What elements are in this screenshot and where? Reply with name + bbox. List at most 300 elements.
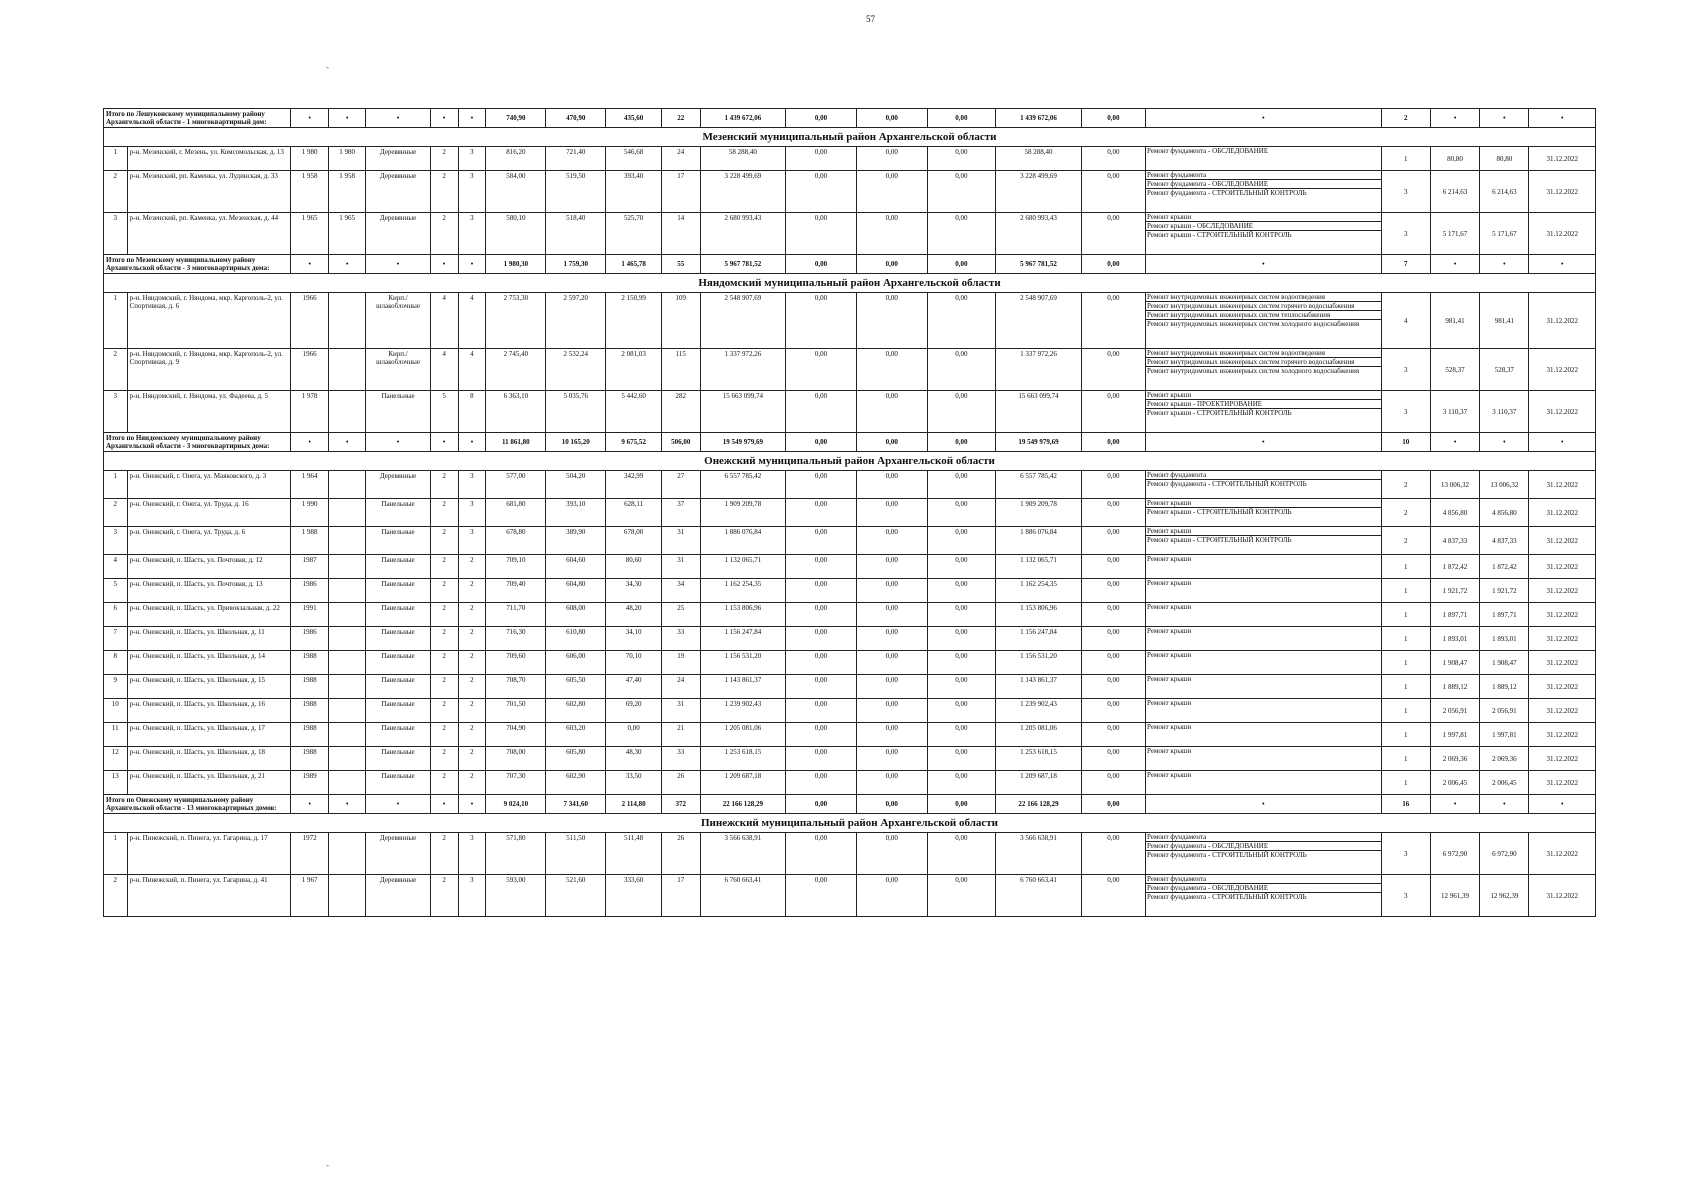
house-value: Кирп./ шлакоблочные xyxy=(366,293,430,349)
total-value: • xyxy=(328,109,365,128)
house-value: 3 xyxy=(458,833,486,875)
house-row xyxy=(104,747,1596,771)
district-heading: Онежский муниципальный район Архангельской области xyxy=(104,452,1596,471)
house-value: 0,00 xyxy=(786,171,857,213)
total-value: 2 114,80 xyxy=(606,795,662,814)
unit-cost: 2 056,91 xyxy=(1430,699,1479,723)
house-value: 26 xyxy=(661,771,700,795)
house-value: 1 886 076,84 xyxy=(700,527,786,555)
total-value: • xyxy=(291,433,328,452)
house-value: 2 xyxy=(430,723,458,747)
unit-cost-limit: 1 889,12 xyxy=(1480,675,1529,699)
work-type: Ремонт крыши xyxy=(1147,603,1192,611)
works-cell xyxy=(1146,293,1382,349)
total-value: • xyxy=(366,433,430,452)
house-value: 0,00 xyxy=(1081,293,1145,349)
house-value: 2 753,30 xyxy=(486,293,546,349)
total-value: 506,00 xyxy=(661,433,700,452)
house-value: 0,00 xyxy=(927,499,996,527)
total-value: 0,00 xyxy=(786,255,857,274)
house-address: р-н. Мезенский, рп. Каменка, ул. Мезенская, д. 44 xyxy=(127,213,291,255)
house-value: 2 xyxy=(458,675,486,699)
total-value: • xyxy=(458,433,486,452)
house-value: 393,40 xyxy=(606,171,662,213)
total-value: 55 xyxy=(661,255,700,274)
total-value: 1 465,78 xyxy=(606,255,662,274)
house-value: 2 xyxy=(430,747,458,771)
completion-date: 31.12.2022 xyxy=(1529,651,1596,675)
house-value: 5 xyxy=(430,391,458,433)
total-value: 0,00 xyxy=(1081,109,1145,128)
house-value: 716,30 xyxy=(486,627,546,651)
house-value: 2 xyxy=(430,627,458,651)
house-value: 546,68 xyxy=(606,147,662,171)
house-value: 0,00 xyxy=(1081,603,1145,627)
house-value: 0,00 xyxy=(856,213,927,255)
house-value: 14 xyxy=(661,213,700,255)
house-value: 0,00 xyxy=(856,747,927,771)
work-type: Ремонт внутридомовых инженерных систем холодного водоснабжения xyxy=(1147,320,1360,328)
house-value: Деревянные xyxy=(366,213,430,255)
house-value: 2 xyxy=(458,747,486,771)
house-value: 504,20 xyxy=(546,471,606,499)
house-row xyxy=(104,349,1596,391)
total-value: • xyxy=(458,255,486,274)
work-type: Ремонт фундамента xyxy=(1146,833,1381,842)
works-cell xyxy=(1146,603,1382,627)
house-value: 4 xyxy=(430,349,458,391)
house-address: р-н. Онежский, г. Онега, ул. Маяковского, д. 3 xyxy=(127,471,291,499)
house-value: 2 xyxy=(458,723,486,747)
district-total-row xyxy=(104,255,1596,274)
total-works: • xyxy=(1146,255,1382,274)
table-body xyxy=(104,109,1596,917)
total-value: 0,00 xyxy=(786,109,857,128)
total-value: 0,00 xyxy=(856,109,927,128)
total-value: 22 166 128,29 xyxy=(996,795,1082,814)
house-value: 704,90 xyxy=(486,723,546,747)
house-value: Панельные xyxy=(366,499,430,527)
house-value: 0,00 xyxy=(786,651,857,675)
house-value: 0,00 xyxy=(786,555,857,579)
house-value: Панельные xyxy=(366,579,430,603)
district-total-row xyxy=(104,109,1596,128)
house-value: 3 566 638,91 xyxy=(996,833,1082,875)
work-type: Ремонт крыши - СТРОИТЕЛЬНЫЙ КОНТРОЛЬ xyxy=(1147,231,1292,239)
work-type: Ремонт крыши - ОБСЛЕДОВАНИЕ xyxy=(1146,222,1381,231)
house-value: 1 162 254,35 xyxy=(996,579,1082,603)
completion-date: 31.12.2022 xyxy=(1529,555,1596,579)
house-value: 34 xyxy=(661,579,700,603)
work-type: Ремонт крыши xyxy=(1147,651,1192,659)
house-value: 0,00 xyxy=(1081,471,1145,499)
house-value: 2 xyxy=(430,875,458,917)
house-value: 0,00 xyxy=(786,579,857,603)
house-value: 602,80 xyxy=(546,699,606,723)
total-value: 0,00 xyxy=(927,255,996,274)
works-cell xyxy=(1146,391,1382,433)
house-value: 525,70 xyxy=(606,213,662,255)
house-value: 0,00 xyxy=(927,771,996,795)
house-value: 3 228 499,69 xyxy=(700,171,786,213)
work-type: Ремонт внутридомовых инженерных систем холодного водоснабжения xyxy=(1147,367,1360,375)
house-value: 0,00 xyxy=(1081,147,1145,171)
house-value: 709,10 xyxy=(486,555,546,579)
row-number: 10 xyxy=(104,699,128,723)
work-type: Ремонт крыши xyxy=(1147,771,1192,779)
work-type: Ремонт фундамента xyxy=(1146,471,1381,480)
unit-cost-limit: 6 214,63 xyxy=(1480,171,1529,213)
house-value xyxy=(328,603,365,627)
works-count: 2 xyxy=(1381,471,1430,499)
unit-cost: 6 214,63 xyxy=(1430,171,1479,213)
house-value: 2 xyxy=(458,699,486,723)
house-address: р-н. Онежский, г. Онега, ул. Труда, д. 6 xyxy=(127,527,291,555)
house-value: 15 663 099,74 xyxy=(996,391,1082,433)
house-value: 0,00 xyxy=(786,699,857,723)
house-address: р-н. Онежский, п. Шасть, ул. Привокзальная, д. 22 xyxy=(127,603,291,627)
house-value: 0,00 xyxy=(856,627,927,651)
house-value: Деревянные xyxy=(366,833,430,875)
total-value: 470,90 xyxy=(546,109,606,128)
house-value: 593,00 xyxy=(486,875,546,917)
house-value: 816,20 xyxy=(486,147,546,171)
row-number: 5 xyxy=(104,579,128,603)
unit-cost: 1 872,42 xyxy=(1430,555,1479,579)
house-value: 2 xyxy=(430,527,458,555)
house-value: 0,00 xyxy=(786,147,857,171)
unit-cost: 1 921,72 xyxy=(1430,579,1479,603)
row-number: 3 xyxy=(104,527,128,555)
total-date: • xyxy=(1529,795,1596,814)
work-type: Ремонт внутридомовых инженерных систем водоотведения xyxy=(1146,349,1381,358)
total-value: • xyxy=(430,795,458,814)
district-heading-row xyxy=(104,128,1596,147)
total-value: • xyxy=(291,109,328,128)
row-number: 4 xyxy=(104,555,128,579)
house-value: 33 xyxy=(661,747,700,771)
house-value: 3 xyxy=(458,213,486,255)
scan-mark: - xyxy=(326,1160,329,1170)
works-cell xyxy=(1146,527,1382,555)
house-value: Панельные xyxy=(366,627,430,651)
house-value: 3 xyxy=(458,499,486,527)
house-value: 1988 xyxy=(291,723,328,747)
house-value: Панельные xyxy=(366,651,430,675)
house-row xyxy=(104,293,1596,349)
house-address: р-н. Онежский, п. Шасть, ул. Школьная, д. 18 xyxy=(127,747,291,771)
house-value: 4 xyxy=(458,349,486,391)
house-value: 58 288,40 xyxy=(700,147,786,171)
house-value: 1 253 618,15 xyxy=(996,747,1082,771)
house-value: 721,40 xyxy=(546,147,606,171)
total-value: 0,00 xyxy=(786,795,857,814)
house-value: 1 909 209,78 xyxy=(996,499,1082,527)
row-number: 12 xyxy=(104,747,128,771)
total-value: • xyxy=(328,795,365,814)
house-value: 2 680 993,43 xyxy=(996,213,1082,255)
house-value: 1989 xyxy=(291,771,328,795)
house-value: 58 288,40 xyxy=(996,147,1082,171)
house-value: 0,00 xyxy=(856,875,927,917)
house-value: 115 xyxy=(661,349,700,391)
house-value: 2 xyxy=(458,555,486,579)
house-value: 0,00 xyxy=(927,471,996,499)
house-value: 1986 xyxy=(291,579,328,603)
total-value: 11 861,80 xyxy=(486,433,546,452)
works-count: 1 xyxy=(1381,699,1430,723)
unit-cost-limit: 2 069,36 xyxy=(1480,747,1529,771)
total-label: Итого по Няндомскому муниципальному району Архангельской области - 3 многоквартирных дома: xyxy=(104,433,291,452)
unit-cost-limit: 80,80 xyxy=(1480,147,1529,171)
completion-date: 31.12.2022 xyxy=(1529,499,1596,527)
house-value: Панельные xyxy=(366,603,430,627)
completion-date: 31.12.2022 xyxy=(1529,349,1596,391)
house-value: 48,20 xyxy=(606,603,662,627)
house-row xyxy=(104,499,1596,527)
house-value xyxy=(328,293,365,349)
house-value: 25 xyxy=(661,603,700,627)
house-value: 342,99 xyxy=(606,471,662,499)
house-address: р-н. Мезенский, рп. Каменка, ул. Лудинская, д. 33 xyxy=(127,171,291,213)
house-value: 70,10 xyxy=(606,651,662,675)
works-cell xyxy=(1146,651,1382,675)
house-value: 0,00 xyxy=(786,499,857,527)
row-number: 9 xyxy=(104,675,128,699)
house-value: 389,90 xyxy=(546,527,606,555)
house-value: 37 xyxy=(661,499,700,527)
house-value xyxy=(328,651,365,675)
total-value: 19 549 979,69 xyxy=(700,433,786,452)
unit-cost: 981,41 xyxy=(1430,293,1479,349)
house-value: 393,10 xyxy=(546,499,606,527)
works-count: 1 xyxy=(1381,675,1430,699)
house-value: 31 xyxy=(661,527,700,555)
unit-cost: 6 972,90 xyxy=(1430,833,1479,875)
house-value: 1 965 xyxy=(291,213,328,255)
house-address: р-н. Онежский, п. Шасть, ул. Школьная, д. 14 xyxy=(127,651,291,675)
house-value: 0,00 xyxy=(927,747,996,771)
house-value: 1 132 065,71 xyxy=(996,555,1082,579)
house-row xyxy=(104,579,1596,603)
unit-cost: 1 893,01 xyxy=(1430,627,1479,651)
total-value: 0,00 xyxy=(856,255,927,274)
house-value: 1 156 531,20 xyxy=(996,651,1082,675)
house-value: 1 156 531,20 xyxy=(700,651,786,675)
works-cell xyxy=(1146,723,1382,747)
unit-cost: 80,80 xyxy=(1430,147,1479,171)
unit-cost-limit: 981,41 xyxy=(1480,293,1529,349)
row-number: 6 xyxy=(104,603,128,627)
house-row xyxy=(104,527,1596,555)
house-value: 4 xyxy=(458,293,486,349)
house-value xyxy=(328,699,365,723)
unit-cost: 528,37 xyxy=(1430,349,1479,391)
house-value: 1 143 861,37 xyxy=(700,675,786,699)
house-value: 1 967 xyxy=(291,875,328,917)
house-value: 0,00 xyxy=(1081,723,1145,747)
house-value: 0,00 xyxy=(927,651,996,675)
house-value: 1 162 254,35 xyxy=(700,579,786,603)
house-value: Панельные xyxy=(366,555,430,579)
unit-cost: 1 908,47 xyxy=(1430,651,1479,675)
house-value: 0,00 xyxy=(856,579,927,603)
house-value: 610,80 xyxy=(546,627,606,651)
house-value: 0,00 xyxy=(927,527,996,555)
house-value: 0,00 xyxy=(786,293,857,349)
house-value: 709,40 xyxy=(486,579,546,603)
house-value: 0,00 xyxy=(927,293,996,349)
house-value: 0,00 xyxy=(927,147,996,171)
house-value: 580,10 xyxy=(486,213,546,255)
house-value: 17 xyxy=(661,171,700,213)
total-value: 19 549 979,69 xyxy=(996,433,1082,452)
house-value: 0,00 xyxy=(927,627,996,651)
house-value: 27 xyxy=(661,471,700,499)
house-value: 0,00 xyxy=(1081,579,1145,603)
house-value: 5 035,76 xyxy=(546,391,606,433)
work-type: Ремонт крыши xyxy=(1147,579,1192,587)
house-value: 0,00 xyxy=(927,875,996,917)
house-address: р-н. Мезенский, г. Мезень, ул. Комсомольская, д. 13 xyxy=(127,147,291,171)
total-count: 10 xyxy=(1381,433,1430,452)
house-value: 0,00 xyxy=(856,499,927,527)
district-heading: Няндомский муниципальный район Архангельской области xyxy=(104,274,1596,293)
house-value: 0,00 xyxy=(786,833,857,875)
house-row xyxy=(104,699,1596,723)
total-value: • xyxy=(430,433,458,452)
house-value: 0,00 xyxy=(856,555,927,579)
house-value: 2 680 993,43 xyxy=(700,213,786,255)
house-row xyxy=(104,213,1596,255)
unit-cost: 5 171,67 xyxy=(1430,213,1479,255)
total-value: 1 980,30 xyxy=(486,255,546,274)
house-value: 2 597,20 xyxy=(546,293,606,349)
house-value: Кирп./ шлакоблочные xyxy=(366,349,430,391)
works-count: 1 xyxy=(1381,579,1430,603)
house-value: 0,00 xyxy=(1081,627,1145,651)
house-value: 6 557 785,42 xyxy=(700,471,786,499)
house-value: 0,00 xyxy=(856,171,927,213)
total-value: 0,00 xyxy=(1081,433,1145,452)
house-value xyxy=(328,471,365,499)
unit-cost-limit: 12 962,39 xyxy=(1480,875,1529,917)
house-value: 0,00 xyxy=(927,171,996,213)
total-works: • xyxy=(1146,109,1382,128)
house-value xyxy=(328,391,365,433)
house-value: 0,00 xyxy=(786,603,857,627)
works-count: 3 xyxy=(1381,171,1430,213)
house-value: 0,00 xyxy=(856,651,927,675)
house-value: 0,00 xyxy=(786,391,857,433)
house-value: 2 745,40 xyxy=(486,349,546,391)
completion-date: 31.12.2022 xyxy=(1529,293,1596,349)
total-count: 16 xyxy=(1381,795,1430,814)
row-number: 3 xyxy=(104,391,128,433)
house-value: 1988 xyxy=(291,651,328,675)
unit-cost-limit: 5 171,67 xyxy=(1480,213,1529,255)
house-value: 628,11 xyxy=(606,499,662,527)
house-value: 31 xyxy=(661,555,700,579)
house-value: 0,00 xyxy=(856,723,927,747)
house-value: 2 xyxy=(458,771,486,795)
house-value: 602,90 xyxy=(546,771,606,795)
house-value: 1991 xyxy=(291,603,328,627)
work-type: Ремонт внутридомовых инженерных систем теплоснабжения xyxy=(1146,311,1381,320)
work-type: Ремонт крыши xyxy=(1146,391,1381,400)
house-value: 15 663 099,74 xyxy=(700,391,786,433)
works-count: 3 xyxy=(1381,833,1430,875)
house-value: Панельные xyxy=(366,723,430,747)
works-count: 1 xyxy=(1381,627,1430,651)
total-cost-limit: • xyxy=(1480,255,1529,274)
works-count: 2 xyxy=(1381,499,1430,527)
house-value: 521,60 xyxy=(546,875,606,917)
house-value: 2 xyxy=(430,699,458,723)
completion-date: 31.12.2022 xyxy=(1529,833,1596,875)
total-label: Итого по Онежскому муниципальному району Архангельской области - 13 многоквартирных домов: xyxy=(104,795,291,814)
row-number: 1 xyxy=(104,147,128,171)
house-value: 711,70 xyxy=(486,603,546,627)
total-cost: • xyxy=(1430,795,1479,814)
house-row xyxy=(104,603,1596,627)
total-label: Итого по Лешуконскому муниципальному району Архангельской области - 1 многоквартирный дом: xyxy=(104,109,291,128)
house-value: 0,00 xyxy=(927,833,996,875)
house-value: 3 xyxy=(458,147,486,171)
house-value: 608,00 xyxy=(546,603,606,627)
unit-cost-limit: 4 837,33 xyxy=(1480,527,1529,555)
house-value: 0,00 xyxy=(1081,499,1145,527)
house-value: Деревянные xyxy=(366,171,430,213)
total-value: 0,00 xyxy=(856,433,927,452)
house-value: 3 xyxy=(458,471,486,499)
works-count: 3 xyxy=(1381,391,1430,433)
house-value: 681,80 xyxy=(486,499,546,527)
house-address: р-н. Пинежский, п. Пинега, ул. Гагарина, д. 17 xyxy=(127,833,291,875)
house-row xyxy=(104,771,1596,795)
house-value: 1 965 xyxy=(328,213,365,255)
total-value: 0,00 xyxy=(786,433,857,452)
house-value xyxy=(328,555,365,579)
unit-cost-limit: 6 972,90 xyxy=(1480,833,1529,875)
house-row xyxy=(104,875,1596,917)
house-value: Панельные xyxy=(366,771,430,795)
house-value: 0,00 xyxy=(856,833,927,875)
house-value: 0,00 xyxy=(927,349,996,391)
total-value: • xyxy=(366,795,430,814)
house-value: 1986 xyxy=(291,627,328,651)
completion-date: 31.12.2022 xyxy=(1529,391,1596,433)
house-value: 0,00 xyxy=(927,723,996,747)
house-value: 2 xyxy=(430,833,458,875)
row-number: 2 xyxy=(104,875,128,917)
work-type: Ремонт крыши xyxy=(1147,747,1192,755)
house-value: 24 xyxy=(661,147,700,171)
row-number: 8 xyxy=(104,651,128,675)
house-value: 2 xyxy=(430,171,458,213)
house-value: Деревянные xyxy=(366,875,430,917)
house-value: 0,00 xyxy=(1081,747,1145,771)
total-value: 0,00 xyxy=(927,109,996,128)
house-value: 511,50 xyxy=(546,833,606,875)
house-value: 2 xyxy=(458,627,486,651)
house-value: 605,80 xyxy=(546,747,606,771)
completion-date: 31.12.2022 xyxy=(1529,699,1596,723)
total-value: 10 165,20 xyxy=(546,433,606,452)
work-type: Ремонт внутридомовых инженерных систем горячего водоснабжения xyxy=(1146,358,1381,367)
house-value xyxy=(328,747,365,771)
total-value: 0,00 xyxy=(1081,795,1145,814)
